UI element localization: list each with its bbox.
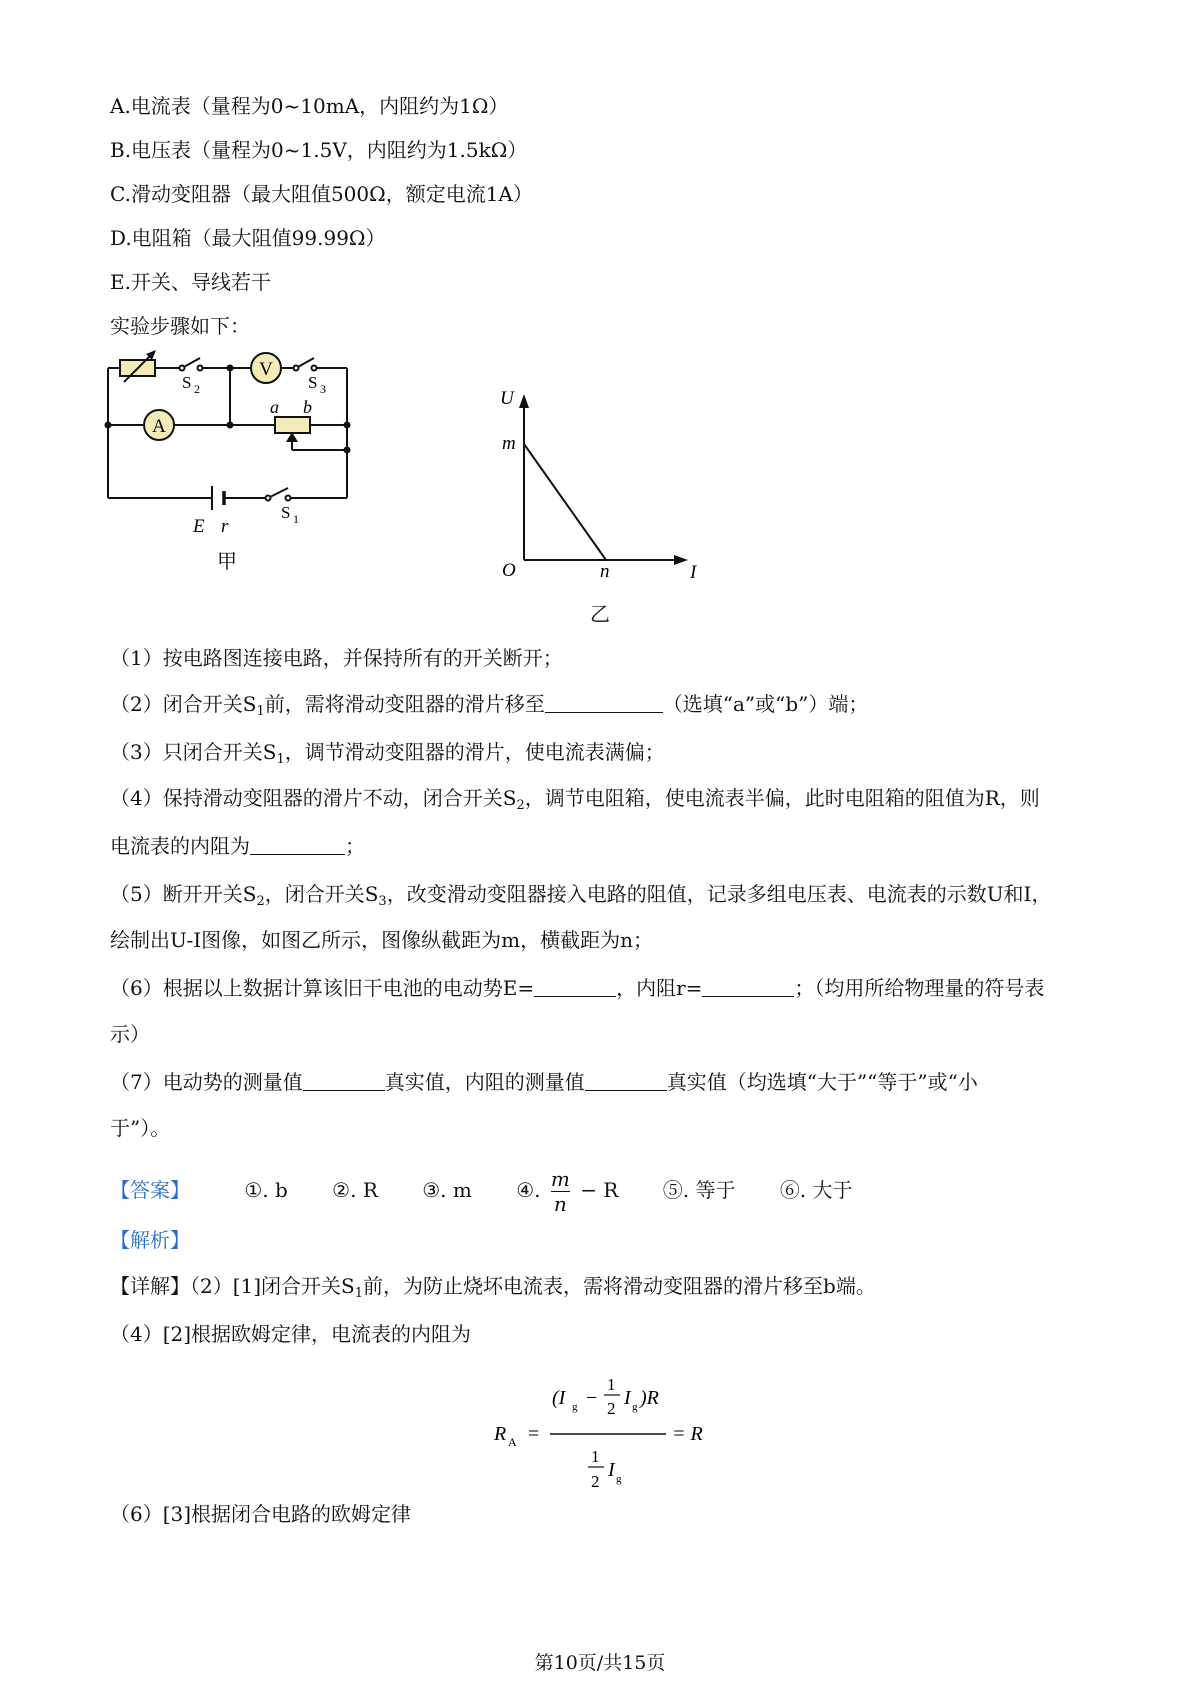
answer-6: ⑥. 大于 [779,1178,853,1202]
graph-origin-label: O [502,560,516,581]
answer-5: ⑤. 等于 [662,1178,736,1202]
svg-text:A: A [508,1435,517,1449]
svg-text:2: 2 [607,1399,616,1418]
step-7-line-2: 于”）。 [110,1116,171,1140]
switch-s1-label: S [281,503,291,522]
equipment-c: C.滑动变阻器（最大阻值500Ω，额定电流1A） [110,182,533,206]
graph-x-axis-label: I [690,562,697,583]
answer-blank-3[interactable] [534,976,616,997]
step-1: （1）按电路图连接电路，并保持所有的开关断开； [110,646,563,670]
step-6: （6）根据以上数据计算该旧干电池的电动势E= ，内阻r= ；（均用所给物理量的符号表 [110,976,1045,1000]
svg-text:I: I [608,1459,615,1481]
switch-s3-sub: 3 [320,382,326,396]
equipment-a: A.电流表（量程为0~10mA，内阻约为1Ω） [110,94,509,118]
circuit-diagram [100,350,400,590]
analysis-para-3: （6）[3]根据闭合电路的欧姆定律 [110,1502,412,1526]
graph-y-axis-label: U [500,388,514,409]
svg-text:= R: = R [672,1423,703,1445]
step-2: （2）闭合开关$S_1$前，需将滑动变阻器的滑片移至 （选填“a”或“b”）端； [110,692,869,719]
switch-s1-sub: 1 [293,512,299,526]
svg-text:(I: (I [552,1387,566,1409]
svg-text:1: 1 [607,1375,616,1394]
ui-graph [490,380,720,590]
svg-text:g: g [572,1401,578,1413]
step-6-line-2: 示） [110,1022,150,1046]
step-4: （4）保持滑动变阻器的滑片不动，闭合开关$S_2$，调节电阻箱，使电流表半偏，此时电阻箱的阻值为R，则 [110,786,1040,813]
page-footer: 第10页/共15页 [534,1652,666,1674]
figure-caption-jia: 甲 [217,551,237,573]
svg-text:1: 1 [591,1447,600,1466]
answer-label: 【答案】 [110,1178,190,1202]
voltmeter-label: V [259,359,273,380]
answer-blank-4[interactable] [702,976,794,997]
rheostat-end-b: b [303,397,312,417]
switch-s2-sub: 2 [194,382,200,396]
internal-resistance-label: r [221,516,229,537]
equipment-d: D.电阻箱（最大阻值99.99Ω） [110,226,386,250]
answer-blank-1[interactable] [545,692,663,713]
step-7: （7）电动势的测量值 真实值，内阻的测量值 真实值（均选填“大于”“等于”或“小 [110,1070,978,1094]
svg-text:R: R [494,1423,507,1445]
answer-blank-2[interactable] [250,834,345,855]
answer-blank-6[interactable] [585,1070,667,1091]
figure-caption-yi: 乙 [590,602,610,626]
ammeter-label: A [152,416,166,437]
answer-2: ②. R [332,1178,378,1202]
answer-blank-5[interactable] [303,1070,385,1091]
svg-text:=: = [528,1423,540,1445]
svg-text:g: g [616,1473,622,1485]
answer-4: ④. $\frac{m}{n}$ − R [516,1167,619,1216]
ohm-law-formula [490,1368,730,1498]
svg-text:2: 2 [591,1472,600,1491]
analysis-para-2: （4）[2]根据欧姆定律，电流表的内阻为 [110,1322,472,1346]
svg-text:g: g [632,1401,638,1413]
answer-row [110,1160,891,1220]
switch-s2-label: S [182,373,192,392]
steps-title: 实验步骤如下： [110,314,250,338]
equipment-e: E.开关、导线若干 [110,270,271,294]
step-5: （5）断开开关$S_2$，闭合开关$S_3$，改变滑动变阻器接入电路的阻值，记录多组电压表、电流表的示数U和I， [110,882,1052,909]
svg-text:−: − [586,1387,598,1409]
analysis-para-1: 【详解】（2）[1]闭合开关$S_1$前，为防止烧坏电流表，需将滑动变阻器的滑片移至b端。 [110,1274,876,1301]
answer-3: ③. m [422,1178,472,1202]
answer-1: ①. b [244,1178,288,1202]
analysis-label: 【解析】 [110,1228,190,1252]
graph-y-intercept-label: m [502,433,516,454]
graph-x-intercept-label: n [600,561,610,582]
step-4-line-2: 电流表的内阻为 ； [110,834,365,858]
step-3: （3）只闭合开关$S_1$，调节滑动变阻器的滑片，使电流表满偏； [110,740,665,767]
emf-label: E [193,516,205,537]
switch-s3-label: S [308,373,318,392]
step-5-line-2: 绘制出U-I图像，如图乙所示，图像纵截距为m，横截距为n； [110,928,654,952]
svg-text:I: I [624,1387,631,1409]
svg-text:)R: )R [640,1387,659,1409]
rheostat-end-a: a [270,397,279,417]
equipment-b: B.电压表（量程为0~1.5V，内阻约为1.5kΩ） [110,138,528,162]
answer-4-fraction: $\frac{m}{n}$ [550,1167,570,1216]
